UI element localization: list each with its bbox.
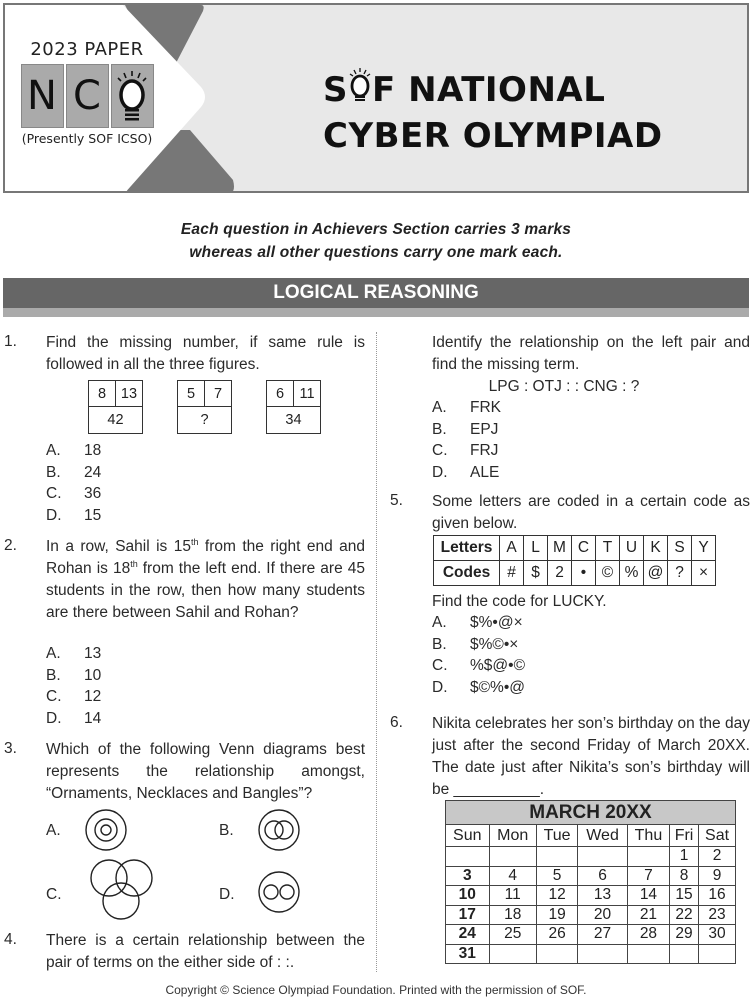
q5-code-table — [433, 535, 716, 586]
title-s: S — [323, 70, 348, 110]
q2-option-d[interactable]: D. 14 — [46, 709, 102, 727]
instruction-line-1: Each question in Achievers Section carries 3 marks — [180, 221, 572, 238]
letter-cell: T — [596, 536, 620, 561]
calendar-day-fri: Fri — [670, 825, 699, 847]
calendar-date-cell: 6 — [578, 866, 628, 886]
calendar-week-row — [446, 944, 736, 964]
calendar-body — [446, 847, 736, 964]
fig-cell: 7 — [213, 386, 223, 402]
presently-label: (Presently SOF ICSO) — [21, 131, 153, 146]
marking-instruction — [0, 218, 752, 264]
lightbulb-icon — [348, 71, 372, 105]
q4-number: 4. — [4, 931, 17, 948]
copyright-footer: Copyright © Science Olympiad Foundation. Printed with the permission of SOF. — [165, 983, 587, 997]
calendar-date-cell: 29 — [670, 925, 699, 945]
olympiad-title — [323, 67, 663, 159]
code-cell: $ — [524, 561, 548, 586]
q4-options — [432, 397, 501, 483]
logo-tile-bulb — [111, 64, 154, 128]
letters-row — [434, 536, 716, 561]
calendar-week-row — [446, 866, 736, 886]
calendar-date-cell: 1 — [670, 847, 699, 867]
letter-cell: S — [668, 536, 692, 561]
calendar-date-cell: 24 — [446, 925, 490, 945]
calendar-date-cell: 31 — [446, 944, 490, 964]
calendar-date-cell: 17 — [446, 905, 490, 925]
fig-cell: ? — [200, 412, 209, 428]
fig-cell: 34 — [285, 412, 302, 428]
section-title-bar: LOGICAL REASONING — [3, 278, 749, 308]
calendar-week-row — [446, 847, 736, 867]
calendar-date-cell — [489, 847, 536, 867]
calendar-date-cell: 20 — [578, 905, 628, 925]
letter-cell: K — [644, 536, 668, 561]
calendar-title: MARCH 20XX — [446, 801, 736, 825]
calendar-day-sun: Sun — [446, 825, 490, 847]
calendar-date-cell: 13 — [578, 886, 628, 906]
fig-cell: 13 — [120, 386, 138, 402]
q4-option-c[interactable]: C. FRJ — [432, 442, 499, 459]
calendar-date-cell: 9 — [699, 866, 736, 886]
venn-separate-inside-icon — [257, 870, 301, 914]
calendar-day-header — [446, 825, 736, 847]
codes-row — [434, 561, 716, 586]
q3-option-b[interactable]: B. — [219, 822, 234, 839]
letter-cell: L — [524, 536, 548, 561]
calendar-date-cell: 22 — [670, 905, 699, 925]
instruction-line-2: whereas all other questions carry one mark each. — [189, 244, 563, 261]
letter-cell: A — [500, 536, 524, 561]
calendar-date-cell: 10 — [446, 886, 490, 906]
calendar-date-cell — [536, 944, 577, 964]
q3-text: Which of the following Venn diagrams best represents the relationship amongst, “Ornaments, Necklaces and Bangles”? — [46, 741, 365, 802]
code-cell: # — [500, 561, 524, 586]
calendar-date-cell: 19 — [536, 905, 577, 925]
calendar-title-row — [446, 801, 736, 825]
calendar-date-cell — [489, 944, 536, 964]
q5-options — [432, 612, 525, 698]
q1-option-c[interactable]: C. 36 — [46, 485, 102, 502]
fig-cell: 8 — [89, 381, 116, 406]
letters-header: Letters — [434, 536, 500, 561]
q1-options — [46, 440, 101, 526]
calendar-date-cell: 7 — [627, 866, 669, 886]
calendar-date-cell: 3 — [446, 866, 490, 886]
fig-cell: 11 — [299, 386, 315, 402]
q6-calendar — [445, 800, 736, 964]
calendar-date-cell — [627, 847, 669, 867]
letter-cell: U — [620, 536, 644, 561]
code-cell: • — [572, 561, 596, 586]
code-cell: ? — [668, 561, 692, 586]
q1-option-d[interactable]: D. 15 — [46, 506, 102, 524]
q1-number: 1. — [4, 333, 17, 350]
q6-text: Nikita celebrates her son’s birthday on the day just after the second Friday of March 20XX. The date just after Nikita’s son’s birthday will be __________. — [432, 715, 750, 798]
q1-figure — [88, 380, 143, 434]
q3-option-d[interactable]: D. — [219, 886, 235, 903]
calendar-date-cell — [578, 847, 628, 867]
logo-tile-c: C — [66, 64, 109, 128]
calendar-date-cell: 5 — [536, 866, 577, 886]
code-cell: @ — [644, 561, 668, 586]
q4-text-continued: Identify the relationship on the left pair and find the missing term. — [432, 334, 750, 373]
logo-tile-n: N — [21, 64, 64, 128]
fig-cell: 5 — [178, 381, 205, 406]
letter-cell: M — [548, 536, 572, 561]
letter-cell: C — [572, 536, 596, 561]
q1-option-b[interactable]: B. 24 — [46, 463, 102, 481]
venn-concentric-icon — [84, 808, 128, 852]
calendar-date-cell — [670, 944, 699, 964]
q3-option-c[interactable]: C. — [46, 886, 62, 903]
code-cell: © — [596, 561, 620, 586]
q5-number: 5. — [390, 492, 403, 509]
calendar-week-row — [446, 925, 736, 945]
header-banner — [3, 3, 749, 193]
calendar-date-cell: 11 — [489, 886, 536, 906]
calendar-date-cell: 25 — [489, 925, 536, 945]
section-underline — [3, 308, 749, 317]
q1-figure — [177, 380, 232, 434]
q5-prompt: Find the code for LUCKY. — [432, 593, 607, 610]
q4-option-b[interactable]: B. EPJ — [432, 420, 499, 438]
calendar-week-row — [446, 886, 736, 906]
paper-year-label: 2023 PAPER — [30, 39, 144, 60]
calendar-date-cell: 28 — [627, 925, 669, 945]
q4-text: There is a certain relationship between the pair of terms on the either side of : :. — [46, 932, 365, 971]
q2-number: 2. — [4, 537, 17, 554]
title-line-2: CYBER OLYMPIAD — [323, 116, 663, 156]
calendar-date-cell — [536, 847, 577, 867]
calendar-date-cell: 18 — [489, 905, 536, 925]
q5-option-c[interactable]: C. %$@•© — [432, 657, 525, 674]
calendar-date-cell — [627, 944, 669, 964]
calendar-week-row — [446, 905, 736, 925]
calendar-day-wed: Wed — [578, 825, 628, 847]
calendar-date-cell: 21 — [627, 905, 669, 925]
venn-overlapping-inside-icon — [257, 808, 301, 852]
q1-text: Find the missing number, if same rule is followed in all the three figures. — [46, 334, 365, 373]
title-line-1 — [323, 67, 663, 113]
calendar-date-cell: 4 — [489, 866, 536, 886]
q2-text: In a row, Sahil is 15th from the right end and Rohan is 18th from the left end. If there are 45 students in the row, then how many students are there between Sahil and Rohan? — [46, 537, 365, 621]
codes-header: Codes — [434, 561, 500, 586]
q2-option-b[interactable]: B. 10 — [46, 666, 102, 684]
column-divider — [376, 332, 377, 972]
calendar-date-cell: 14 — [627, 886, 669, 906]
calendar-date-cell: 23 — [699, 905, 736, 925]
q1-option-a[interactable]: A. 18 — [46, 442, 102, 459]
code-cell: × — [692, 561, 716, 586]
nco-logo — [13, 39, 161, 146]
q1-figures — [88, 380, 321, 434]
calendar-date-cell: 2 — [699, 847, 736, 867]
title-rest: F NATIONAL — [372, 70, 606, 110]
nco-tiles — [13, 64, 161, 128]
calendar-date-cell — [699, 944, 736, 964]
q3-option-a[interactable]: A. — [46, 822, 61, 839]
calendar-date-cell: 16 — [699, 886, 736, 906]
q2-option-c[interactable]: C. 12 — [46, 688, 102, 705]
calendar-date-cell — [578, 944, 628, 964]
q1-figure — [266, 380, 321, 434]
venn-three-overlap-icon — [88, 858, 158, 922]
calendar-date-cell: 8 — [670, 866, 699, 886]
q5-option-d[interactable]: D. $©%•@ — [432, 678, 525, 696]
q6-number: 6. — [390, 714, 403, 731]
q2-options — [46, 643, 101, 729]
q3-number: 3. — [4, 740, 17, 757]
fig-cell: 42 — [107, 412, 124, 428]
calendar-date-cell: 27 — [578, 925, 628, 945]
code-cell: % — [620, 561, 644, 586]
q4-option-a[interactable]: A. FRK — [432, 399, 501, 416]
calendar-day-thu: Thu — [627, 825, 669, 847]
calendar-date-cell: 15 — [670, 886, 699, 906]
q2-option-a[interactable]: A. 13 — [46, 645, 102, 662]
q4-analogy: LPG : OTJ : : CNG : ? — [488, 378, 640, 395]
q5-option-b[interactable]: B. $%©•× — [432, 635, 519, 653]
letter-cell: Y — [692, 536, 716, 561]
calendar-date-cell: 12 — [536, 886, 577, 906]
lightbulb-icon — [115, 69, 149, 123]
code-cell: 2 — [548, 561, 572, 586]
q4-option-d[interactable]: D. ALE — [432, 463, 500, 481]
fig-cell: 6 — [267, 381, 294, 406]
q5-option-a[interactable]: A. $%•@× — [432, 614, 523, 631]
q5-text: Some letters are coded in a certain code as given below. — [432, 493, 750, 532]
calendar-date-cell: 26 — [536, 925, 577, 945]
calendar-day-tue: Tue — [536, 825, 577, 847]
calendar-day-mon: Mon — [489, 825, 536, 847]
calendar-date-cell — [446, 847, 490, 867]
calendar-day-sat: Sat — [699, 825, 736, 847]
calendar-date-cell: 30 — [699, 925, 736, 945]
